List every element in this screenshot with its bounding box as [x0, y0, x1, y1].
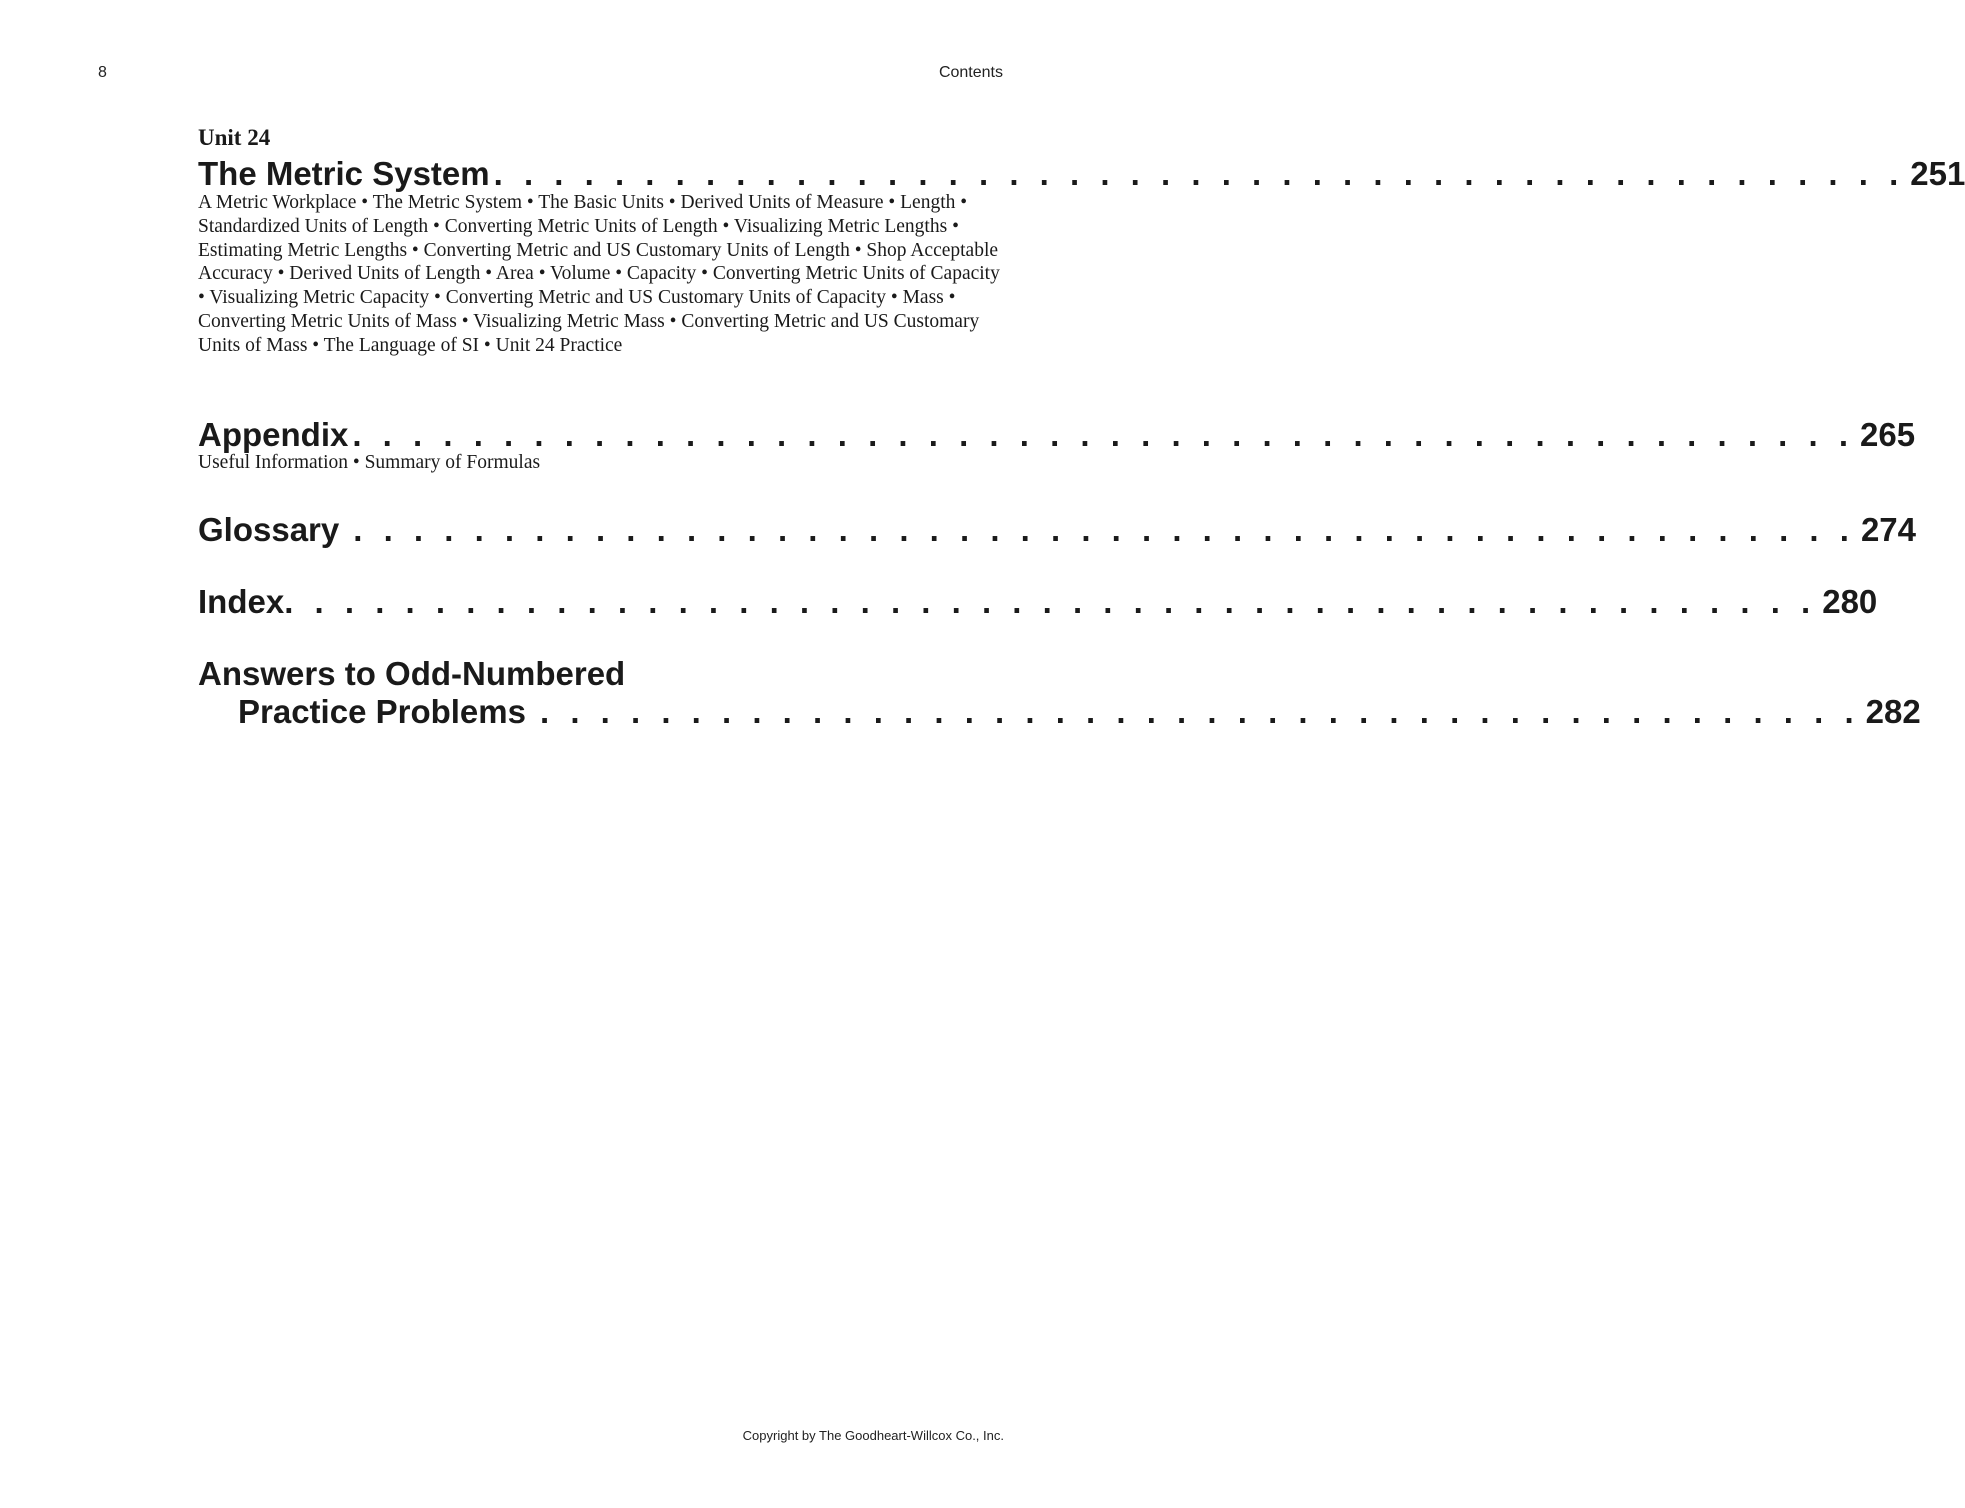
toc-entry-page: 251 — [1910, 155, 1965, 192]
dot-leader: . . . . . . . . . . . . . . . . . . . . . . . . . . . . . . . . . . . . . . . . . . . . . . . . . . — [353, 511, 1855, 548]
toc-entry-page: 282 — [1865, 693, 1921, 730]
toc-entry-page: 265 — [1860, 416, 1916, 453]
toc-entry-appendix[interactable] — [198, 416, 1916, 475]
toc-entry-title: The Metric System — [198, 155, 490, 192]
copyright-notice: Copyright by The Goodheart-Willcox Co., Inc. — [742, 1428, 1004, 1443]
running-header: Contents — [938, 64, 1003, 81]
toc-entry-glossary[interactable] — [198, 511, 1916, 549]
unit-label: Unit 24 — [198, 125, 271, 150]
toc-entry-title-line2: Practice Problems — [238, 693, 526, 730]
dot-leader: . . . . . . . . . . . . . . . . . . . . . . . . . . . . . . . . . . . . . . . . . . . . . . . . . . — [352, 416, 1855, 453]
toc-entry-answers[interactable] — [198, 655, 1921, 731]
toc-entry-title: Glossary — [198, 511, 340, 548]
toc-entry-description: A Metric Workplace • The Metric System • The Basic Units • Derived Units of Measure • Length • Standardized Units of Length • Converting Metric Units of Length • Visualizing Metric Lengths • Estimating Metric Lengths • Converting Metric and US Customary Units of Length • Shop Acceptable Accuracy • Derived Units of Length • Area • Volume • Capacity • Converting Metric Units of Capacity • Visualizing Metric Capacity • Converting Metric and US Customary Units of Capacity • Mass • Converting Metric Units of Mass • Visualizing Metric Mass • Converting Metric and US Customary Units of Mass • The Language of SI • Unit 24 Practice — [198, 192, 1000, 356]
toc-entry-title-line1: Answers to Odd-Numbered — [198, 655, 626, 692]
toc-entry-title: Appendix — [198, 416, 349, 453]
toc-entry-metric-system[interactable] — [198, 155, 1965, 358]
dot-leader: . . . . . . . . . . . . . . . . . . . . . . . . . . . . . . . . . . . . . . . . . . . . . . . — [493, 155, 1905, 192]
toc-entry-description: Useful Information • Summary of Formulas — [198, 452, 541, 473]
dot-leader: . . . . . . . . . . . . . . . . . . . . . . . . . . . . . . . . . . . . . . . . . . . . — [539, 693, 1860, 730]
toc-entry-index[interactable] — [198, 583, 1878, 621]
page-number: 8 — [98, 64, 107, 81]
toc-entry-title: Index — [198, 583, 285, 620]
toc-entry-page: 274 — [1860, 511, 1916, 548]
toc-entry-page: 280 — [1822, 583, 1878, 620]
dot-leader: . . . . . . . . . . . . . . . . . . . . . . . . . . . . . . . . . . . . . . . . . . . . . . . . . . . — [284, 583, 1817, 620]
